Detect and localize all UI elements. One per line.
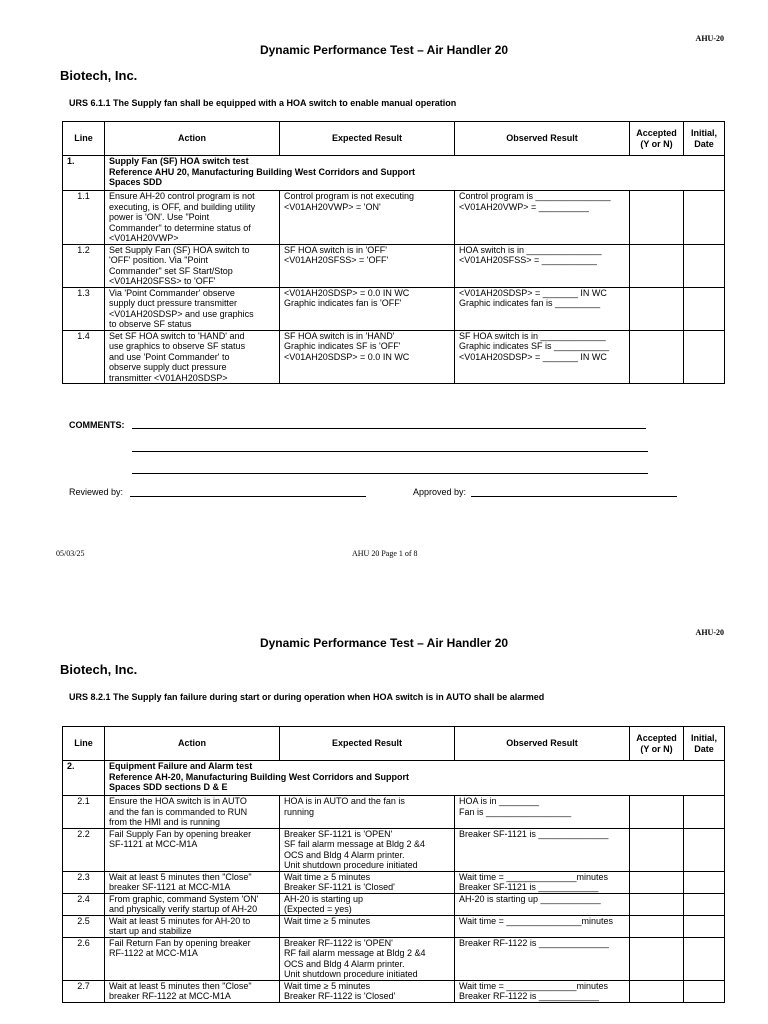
row-line-number: 2.6 <box>63 937 105 980</box>
action-text-line: Ensure AH-20 control program is not <box>109 191 255 201</box>
action-text-line: Fail Return Fan by opening breaker <box>109 937 251 948</box>
row-expected <box>280 915 455 937</box>
expected-text-line: Control program is not executing <box>284 191 415 201</box>
row-accepted-cell[interactable] <box>630 191 684 245</box>
section-title <box>105 156 725 191</box>
row-line-number: 2.7 <box>63 980 105 1002</box>
table-row <box>63 893 725 915</box>
urs-requirement: URS 8.2.1 The Supply fan failure during start or during operation when HOA switch is in AUTO shall be alarmed <box>69 692 545 702</box>
observed-text-line: HOA is in ________ <box>459 796 540 806</box>
table-row <box>63 980 725 1002</box>
header-accepted-line1: Accepted <box>636 733 677 743</box>
action-text-line: supply duct pressure transmitter <box>109 298 238 308</box>
action-text-line: observe supply duct pressure <box>109 362 227 372</box>
header-observed: Observed Result <box>455 727 630 761</box>
test-table <box>62 726 725 1003</box>
observed-text-line: <V01AH20SDSP> = _______ IN WC <box>459 351 607 362</box>
header-initial <box>684 122 725 156</box>
expected-text-line: HOA is in AUTO and the fan is <box>284 796 405 806</box>
observed-text-line: Control program is _______________ <box>459 191 611 201</box>
row-observed[interactable] <box>455 828 630 871</box>
expected-text-line: Breaker RF-1122 is 'OPEN' <box>284 937 393 948</box>
action-text-line: Wait at least 5 minutes for AH-20 to <box>109 915 251 926</box>
footer-date: 05/03/25 <box>56 549 85 558</box>
expected-text-line: <V01AH20SDSP> = 0.0 IN WC <box>284 351 410 362</box>
table-row <box>63 796 725 829</box>
table-row <box>63 937 725 980</box>
page-title: Dynamic Performance Test – Air Handler 20 <box>259 43 509 57</box>
row-expected <box>280 287 455 330</box>
row-line-number: 2.1 <box>63 796 105 829</box>
observed-text-line: SF HOA switch is in _____________ <box>459 330 606 341</box>
header-line: Line <box>63 122 105 156</box>
row-initial-date-cell[interactable] <box>684 828 725 871</box>
observed-text-line: AH-20 is starting up ____________ <box>459 893 601 904</box>
row-observed[interactable] <box>455 287 630 330</box>
action-text-line: Fail Supply Fan by opening breaker <box>109 828 252 839</box>
row-action <box>105 287 280 330</box>
table-row <box>63 244 725 287</box>
header-initial-line2: Date <box>694 138 714 149</box>
expected-text-line: OCS and Bldg 4 Alarm printer. <box>284 849 405 860</box>
expected-text-line: <V01AH20SDSP> = 0.0 IN WC <box>284 287 410 298</box>
section-title <box>105 761 725 796</box>
row-initial-date-cell[interactable] <box>684 796 725 829</box>
footer-page: AHU 20 Page 1 of 8 <box>352 549 418 558</box>
action-text-line: SF-1121 at MCC-M1A <box>109 839 198 849</box>
action-text-line: Set SF HOA switch to 'HAND' and <box>109 330 245 341</box>
section-number: 1. <box>63 156 105 191</box>
action-text-line: from the HMI and is running <box>109 817 221 827</box>
observed-text-line: Breaker RF-1122 is ____________ <box>459 991 599 1001</box>
row-initial-date-cell[interactable] <box>684 287 725 330</box>
table-row <box>63 287 725 330</box>
row-observed[interactable] <box>455 244 630 287</box>
section-line: Spaces SDD <box>109 177 163 187</box>
comments-label: COMMENTS: <box>69 420 125 430</box>
expected-text-line: SF HOA switch is in 'HAND' <box>284 330 395 341</box>
row-expected <box>280 937 455 980</box>
row-action <box>105 937 280 980</box>
row-observed[interactable] <box>455 915 630 937</box>
expected-text-line: Graphic indicates fan is 'OFF' <box>284 298 402 308</box>
row-accepted-cell[interactable] <box>630 937 684 980</box>
row-accepted-cell[interactable] <box>630 915 684 937</box>
action-text-line: power is 'ON'. Use "Point <box>109 212 210 222</box>
table-row <box>63 915 725 937</box>
row-accepted-cell[interactable] <box>630 871 684 893</box>
observed-text-line: Breaker RF-1122 is ______________ <box>459 937 609 948</box>
observed-text-line: <V01AH20SFSS> = ___________ <box>459 255 597 265</box>
action-text-line: executing, is OFF, and building utility <box>109 201 256 212</box>
expected-text-line: Wait time ≥ 5 minutes <box>284 871 371 882</box>
action-text-line: and use 'Point Commander' to <box>109 351 230 362</box>
test-table <box>62 121 725 384</box>
row-observed[interactable] <box>455 191 630 245</box>
row-accepted-cell[interactable] <box>630 244 684 287</box>
urs-requirement: URS 6.1.1 The Supply fan shall be equipped with a HOA switch to enable manual operation <box>69 98 457 108</box>
page-title: Dynamic Performance Test – Air Handler 20 <box>259 636 509 650</box>
approved-by-label: Approved by: <box>413 487 467 497</box>
row-line-number: 1.3 <box>63 287 105 330</box>
expected-text-line: Wait time ≥ 5 minutes <box>284 980 371 991</box>
table-row <box>63 330 725 384</box>
approved-by-line[interactable] <box>471 496 677 497</box>
row-expected <box>280 191 455 245</box>
expected-text-line: <V01AH20VWP> = 'ON' <box>284 201 381 212</box>
action-text-line: and physically verify startup of AH-20 <box>109 904 258 914</box>
row-initial-date-cell[interactable] <box>684 980 725 1002</box>
action-text-line: From graphic, command System 'ON' <box>109 893 259 904</box>
action-text-line: RF-1122 at MCC-M1A <box>109 948 198 958</box>
header-line: Line <box>63 727 105 761</box>
observed-text-line: Wait time = ______________minutes <box>459 871 609 882</box>
row-expected <box>280 244 455 287</box>
section-line: Reference AHU 20, Manufacturing Building West Corridors and Support <box>109 166 416 177</box>
header-initial-line1: Initial, <box>690 128 717 138</box>
action-text-line: Set Supply Fan (SF) HOA switch to <box>109 244 250 255</box>
expected-text-line: Breaker SF-1121 is 'OPEN' <box>284 828 393 839</box>
action-text-line: Wait at least 5 minutes then "Close" <box>109 871 252 882</box>
header-action: Action <box>105 122 280 156</box>
row-action <box>105 980 280 1002</box>
observed-text-line: <V01AH20SDSP> = _______ IN WC <box>459 287 607 298</box>
row-action <box>105 915 280 937</box>
row-observed[interactable] <box>455 796 630 829</box>
row-initial-date-cell[interactable] <box>684 330 725 384</box>
table-row <box>63 828 725 871</box>
header-accepted <box>630 122 684 156</box>
reviewed-by-label: Reviewed by: <box>69 487 124 497</box>
observed-text-line: Graphic indicates SF is ___________ <box>459 341 610 351</box>
action-text-line: Ensure the HOA switch is in AUTO <box>109 796 247 806</box>
action-text-line: and the fan is commanded to RUN <box>109 806 248 817</box>
row-observed[interactable] <box>455 871 630 893</box>
observed-text-line: Wait time = _______________minutes <box>459 915 614 926</box>
header-accepted-line2: (Y or N) <box>640 138 673 149</box>
table-header-row <box>63 122 725 156</box>
row-accepted-cell[interactable] <box>630 980 684 1002</box>
observed-text-line: HOA switch is in _______________ <box>459 244 602 255</box>
comments-line-3[interactable] <box>132 473 648 474</box>
expected-text-line: Wait time ≥ 5 minutes <box>284 915 371 926</box>
section-row <box>63 761 725 796</box>
row-initial-date-cell[interactable] <box>684 893 725 915</box>
row-action <box>105 330 280 384</box>
expected-text-line: SF fail alarm message at Bldg 2 &4 <box>284 839 426 849</box>
row-action <box>105 796 280 829</box>
header-accepted-line1: Accepted <box>636 128 677 138</box>
action-text-line: <V01AH20SDSP> and use graphics <box>109 308 254 319</box>
row-observed[interactable] <box>455 893 630 915</box>
comments-line-2[interactable] <box>132 451 648 452</box>
action-text-line: breaker SF-1121 at MCC-M1A <box>109 882 231 892</box>
observed-text-line: Wait time = ______________minutes <box>459 980 609 991</box>
row-action <box>105 828 280 871</box>
row-accepted-cell[interactable] <box>630 330 684 384</box>
row-expected <box>280 893 455 915</box>
row-expected <box>280 828 455 871</box>
doc-code: AHU-20 <box>695 34 724 43</box>
observed-text-line: <V01AH20VWP> = __________ <box>459 201 589 212</box>
action-text-line: to observe SF status <box>109 319 192 329</box>
row-action <box>105 893 280 915</box>
section-line: Reference AH-20, Manufacturing Building West Corridors and Support <box>109 771 410 782</box>
header-expected: Expected Result <box>280 122 455 156</box>
action-text-line: use graphics to observe SF status <box>109 341 246 351</box>
row-line-number: 2.2 <box>63 828 105 871</box>
action-text-line: Wait at least 5 minutes then "Close" <box>109 980 252 991</box>
expected-text-line: RF fail alarm message at Bldg 2 &4 <box>284 948 426 958</box>
expected-text-line: Unit shutdown procedure initiated <box>284 860 418 870</box>
row-observed[interactable] <box>455 980 630 1002</box>
section-row <box>63 156 725 191</box>
row-accepted-cell[interactable] <box>630 287 684 330</box>
expected-text-line: SF HOA switch is in 'OFF' <box>284 244 387 255</box>
row-expected <box>280 871 455 893</box>
action-text-line: transmitter <V01AH20SDSP> <box>109 372 228 383</box>
row-initial-date-cell[interactable] <box>684 937 725 980</box>
action-text-line: breaker RF-1122 at MCC-M1A <box>109 991 231 1001</box>
action-text-line: start up and stabilize <box>109 926 192 936</box>
header-accepted <box>630 727 684 761</box>
row-observed[interactable] <box>455 937 630 980</box>
company-name: Biotech, Inc. <box>60 662 138 677</box>
row-line-number: 2.4 <box>63 893 105 915</box>
page-2 <box>0 590 768 1024</box>
observed-text-line: Breaker SF-1121 is ____________ <box>459 882 599 892</box>
observed-text-line: Breaker SF-1121 is ______________ <box>459 828 609 839</box>
action-text-line: <V01AH20VWP> <box>109 233 179 243</box>
row-observed[interactable] <box>455 330 630 384</box>
header-initial-line1: Initial, <box>690 733 717 743</box>
expected-text-line: running <box>284 806 315 817</box>
company-name: Biotech, Inc. <box>60 68 138 83</box>
action-text-line: Commander" to determine status of <box>109 222 251 233</box>
row-action <box>105 244 280 287</box>
row-line-number: 1.1 <box>63 191 105 245</box>
row-expected <box>280 330 455 384</box>
comments-line-1[interactable] <box>132 428 646 429</box>
row-initial-date-cell[interactable] <box>684 915 725 937</box>
row-line-number: 2.3 <box>63 871 105 893</box>
section-number: 2. <box>63 761 105 796</box>
reviewed-by-line[interactable] <box>130 496 366 497</box>
expected-text-line: (Expected = yes) <box>284 904 352 914</box>
action-text-line: Via 'Point Commander' observe <box>109 287 235 298</box>
row-initial-date-cell[interactable] <box>684 244 725 287</box>
expected-text-line: Breaker RF-1122 is 'Closed' <box>284 991 396 1001</box>
table-row <box>63 191 725 245</box>
section-line: Equipment Failure and Alarm test <box>109 761 253 771</box>
table-header-row <box>63 727 725 761</box>
row-line-number: 1.2 <box>63 244 105 287</box>
section-line: Spaces SDD sections D & E <box>109 782 228 792</box>
doc-code: AHU-20 <box>695 628 724 637</box>
action-text-line: <V01AH20SFSS> to 'OFF' <box>109 276 216 286</box>
expected-text-line: OCS and Bldg 4 Alarm printer. <box>284 958 405 969</box>
observed-text-line: Graphic indicates fan is _________ <box>459 298 601 308</box>
header-action: Action <box>105 727 280 761</box>
row-accepted-cell[interactable] <box>630 893 684 915</box>
row-action <box>105 191 280 245</box>
expected-text-line: Unit shutdown procedure initiated <box>284 969 418 979</box>
header-initial <box>684 727 725 761</box>
row-line-number: 1.4 <box>63 330 105 384</box>
header-expected: Expected Result <box>280 727 455 761</box>
row-initial-date-cell[interactable] <box>684 871 725 893</box>
row-expected <box>280 796 455 829</box>
row-expected <box>280 980 455 1002</box>
header-initial-line2: Date <box>694 743 714 754</box>
header-accepted-line2: (Y or N) <box>640 743 673 754</box>
table-row <box>63 871 725 893</box>
expected-text-line: Graphic indicates SF is 'OFF' <box>284 341 401 351</box>
row-accepted-cell[interactable] <box>630 796 684 829</box>
action-text-line: Commander" set SF Start/Stop <box>109 265 233 276</box>
expected-text-line: Breaker SF-1121 is 'Closed' <box>284 882 395 892</box>
section-line: Supply Fan (SF) HOA switch test <box>109 156 249 166</box>
header-observed: Observed Result <box>455 122 630 156</box>
action-text-line: 'OFF' position. Via "Point <box>109 255 209 265</box>
expected-text-line: AH-20 is starting up <box>284 893 364 904</box>
expected-text-line: <V01AH20SFSS> = 'OFF' <box>284 255 389 265</box>
row-initial-date-cell[interactable] <box>684 191 725 245</box>
row-accepted-cell[interactable] <box>630 828 684 871</box>
row-action <box>105 871 280 893</box>
row-line-number: 2.5 <box>63 915 105 937</box>
observed-text-line: Fan is _________________ <box>459 806 572 817</box>
